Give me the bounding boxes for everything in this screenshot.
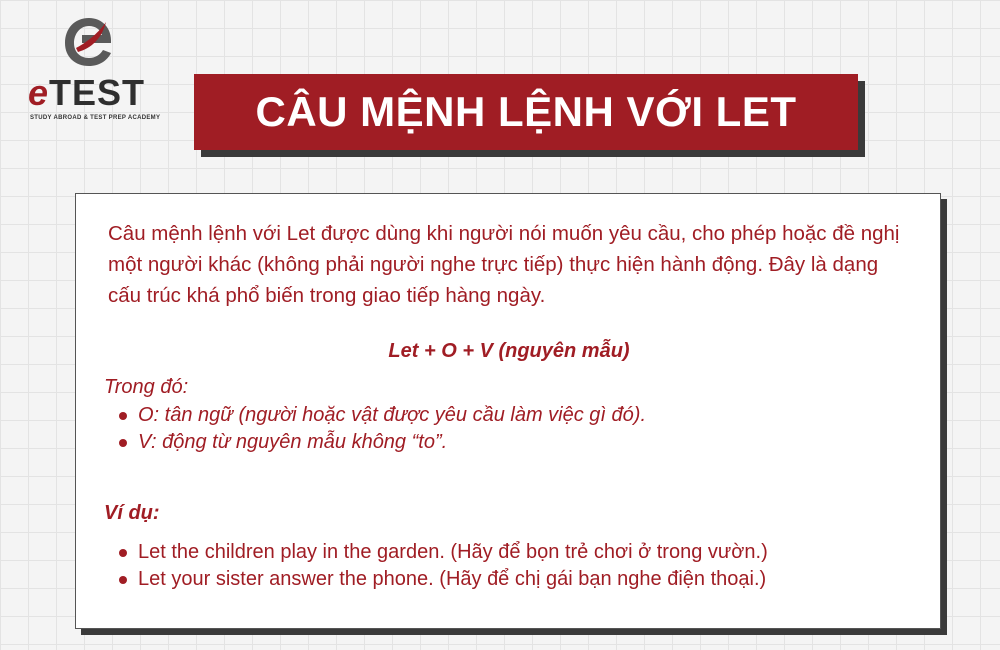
- brand-wordmark: [28, 72, 145, 114]
- formula: Let + O + V (nguyên mẫu): [388, 340, 630, 362]
- where-list: [113, 402, 646, 456]
- etest-logo-icon: [62, 14, 116, 70]
- example-list: [113, 539, 768, 593]
- intro-paragraph: Câu mệnh lệnh với Let được dùng khi người nói muốn yêu cầu, cho phép hoặc đề nghị một người khác (không phải người nghe trực tiếp) thực hiện hành động. Đây là dạng cấu trúc khá phổ biến trong giao tiếp hàng ngày.: [108, 222, 900, 307]
- brand-wordmark-rest: TEST: [49, 72, 146, 113]
- example-label: Ví dụ:: [104, 502, 160, 524]
- etest-logo: [28, 14, 161, 126]
- page-title: CÂU MỆNH LỆNH VỚI LET: [194, 74, 858, 150]
- brand-tagline: STUDY ABROAD & TEST PREP ACADEMY: [30, 115, 161, 121]
- list-item: Let your sister answer the phone. (Hãy để chị gái bạn nghe điện thoại.): [113, 566, 768, 593]
- where-label: Trong đó:: [104, 376, 189, 398]
- content-card: [75, 193, 941, 629]
- list-item: Let the children play in the garden. (Hãy để bọn trẻ chơi ở trong vườn.): [113, 539, 768, 566]
- list-item: O: tân ngữ (người hoặc vật được yêu cầu làm việc gì đó).: [113, 402, 646, 429]
- brand-wordmark-e: e: [28, 72, 50, 113]
- list-item: V: động từ nguyên mẫu không “to”.: [113, 429, 646, 456]
